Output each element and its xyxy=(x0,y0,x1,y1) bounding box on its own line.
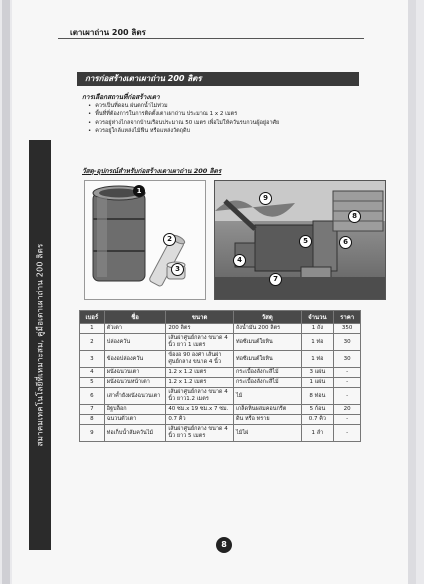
side-tab-text: สมาคมเทคโนโลยีที่เหมาะสม, คู่มือเตาเผาถ่าน 200 ลิตร xyxy=(35,243,45,447)
header-divider xyxy=(58,38,364,39)
cell: เสาค้ำยังผนังฉนวนเตา xyxy=(104,388,166,405)
drum-illustration xyxy=(85,181,205,299)
page-number: 8 xyxy=(216,537,232,553)
cell: - xyxy=(334,388,361,405)
cell: 0.7 คิว xyxy=(301,415,334,425)
cell: - xyxy=(334,415,361,425)
cell: ปล่องควัน xyxy=(104,334,166,351)
cell: - xyxy=(334,425,361,442)
label-marker: 2 xyxy=(163,233,176,246)
kiln-photo xyxy=(214,180,386,300)
cell: เส้นผ่าศูนย์กลาง ขนาด 4 นิ้ว ยาว 1 เมตร xyxy=(166,334,234,351)
header-title: เตาเผาถ่าน 200 ลิตร xyxy=(70,28,146,37)
site-bullet: • ควรอยู่ห่างไกลจากบ้านเรือนประมาณ 50 เมตร เพื่อไม่ให้ควันรบกวนผู้อยู่อาศัย xyxy=(88,119,279,127)
cell: 6 xyxy=(80,388,105,405)
label-marker: 8 xyxy=(348,210,361,223)
cell: ไม้ xyxy=(233,388,301,405)
table-row xyxy=(80,351,361,368)
cell: ฉนวนตัวเตา xyxy=(104,415,166,425)
cell: ข้องอปล่องควัน xyxy=(104,351,166,368)
site-bullet: • พื้นที่ที่ต้องการในการติดตั้งเตาเผาถ่าน ประมาณ 1 x 2 เมตร xyxy=(88,110,279,118)
cell: กระเบื้องลังกะสีไม้ xyxy=(233,378,301,388)
label-marker: 3 xyxy=(171,263,184,276)
cell: ท่อเก็บน้ำส้มควันไม้ xyxy=(104,425,166,442)
cell: 30 xyxy=(334,351,361,368)
cell: 4 xyxy=(80,368,105,378)
cell: - xyxy=(334,368,361,378)
table-header-row xyxy=(80,311,361,324)
cell: 2 xyxy=(80,334,105,351)
cell: 7 xyxy=(80,405,105,415)
table-row xyxy=(80,368,361,378)
site-bullet: • ควรเป็นที่ดอน ฝนตกน้ำไม่ท่วม xyxy=(88,102,279,110)
table-row xyxy=(80,388,361,405)
label-marker: 6 xyxy=(339,236,352,249)
cell: เกล็ดหินผสมคอนกรีต xyxy=(233,405,301,415)
site-bullet: • ควรอยู่ใกล้แหล่งไม้ฟืน หรือแหล่งวัตถุดิบ xyxy=(88,127,279,135)
label-marker: 1 xyxy=(133,185,145,197)
drum-photo xyxy=(84,180,206,300)
cell: 20 xyxy=(334,405,361,415)
cell: 0.7 คิว xyxy=(166,415,234,425)
label-marker: 5 xyxy=(299,235,312,248)
cell: 1 ท่อ xyxy=(301,351,334,368)
cell: 8 ท่อน xyxy=(301,388,334,405)
page-shadow xyxy=(2,0,10,584)
table-row xyxy=(80,405,361,415)
cell: เส้นผ่าศูนย์กลาง ขนาด 4 นิ้ว ยาว 5 เมตร xyxy=(166,425,234,442)
cell: ไม้ไผ่ xyxy=(233,425,301,442)
column-header: เบอร์ xyxy=(80,311,105,324)
table-row xyxy=(80,324,361,334)
label-marker: 9 xyxy=(259,192,272,205)
cell: ข้องอ 90 องศา เส้นผ่าศูนย์กลาง ขนาด 4 นิ้ว xyxy=(166,351,234,368)
table-row xyxy=(80,425,361,442)
cell: ผนังฉนวนเตา xyxy=(104,368,166,378)
column-header: ชื่อ xyxy=(104,311,166,324)
cell: 9 xyxy=(80,425,105,442)
column-header: ขนาด xyxy=(166,311,234,324)
cell: ผนังฉนวนหน้าเตา xyxy=(104,378,166,388)
cell: 1 แผ่น xyxy=(301,378,334,388)
cell: ถังน้ำมัน 200 ลิตร xyxy=(233,324,301,334)
cell: 1.2 x 1.2 เมตร xyxy=(166,368,234,378)
cell: 8 xyxy=(80,415,105,425)
cell: 1 ถัง xyxy=(301,324,334,334)
column-header: ราคา xyxy=(334,311,361,324)
cell: 40 ซม.x 19 ซม.x 7 ซม. xyxy=(166,405,234,415)
cell: 30 xyxy=(334,334,361,351)
cell: ตัวเตา xyxy=(104,324,166,334)
cell: 3 แผ่น xyxy=(301,368,334,378)
cell: เส้นผ่าศูนย์กลาง ขนาด 4 นิ้ว ยาว1.2 เมตร xyxy=(166,388,234,405)
section-title: การก่อสร้างเตาเผาถ่าน 200 ลิตร xyxy=(77,72,359,86)
page-edge xyxy=(408,0,416,584)
side-tab xyxy=(29,140,51,550)
cell: 350 xyxy=(334,324,361,334)
cell: 5 ก้อน xyxy=(301,405,334,415)
site-bullet-list xyxy=(88,102,279,136)
cell: 1 xyxy=(80,324,105,334)
site-heading: การเลือกสถานที่ก่อสร้างเตา xyxy=(82,93,160,101)
cell: 200 ลิตร xyxy=(166,324,234,334)
cell: ดิน หรือ ทราย xyxy=(233,415,301,425)
table-row xyxy=(80,415,361,425)
label-marker: 7 xyxy=(269,273,282,286)
column-header: วัสดุ xyxy=(233,311,301,324)
cell: 3 xyxy=(80,351,105,368)
materials-heading: วัสดุ-อุปกรณ์สำหรับก่อสร้างเตาเผาถ่าน 200 ลิตร xyxy=(82,167,222,175)
cell: 1 ลำ xyxy=(301,425,334,442)
cell: 5 xyxy=(80,378,105,388)
cell: ท่อซีเมนต์ใยหิน xyxy=(233,351,301,368)
cell: 1 ท่อ xyxy=(301,334,334,351)
label-marker: 4 xyxy=(233,254,246,267)
table-row xyxy=(80,334,361,351)
materials-table xyxy=(79,310,361,442)
cell: - xyxy=(334,378,361,388)
cell: 1.2 x 1.2 เมตร xyxy=(166,378,234,388)
cell: ท่อซีเมนต์ใยหิน xyxy=(233,334,301,351)
cell: กระเบื้องลังกะสีไม้ xyxy=(233,368,301,378)
table-row xyxy=(80,378,361,388)
cell: อิฐบล็อก xyxy=(104,405,166,415)
column-header: จำนวน xyxy=(301,311,334,324)
